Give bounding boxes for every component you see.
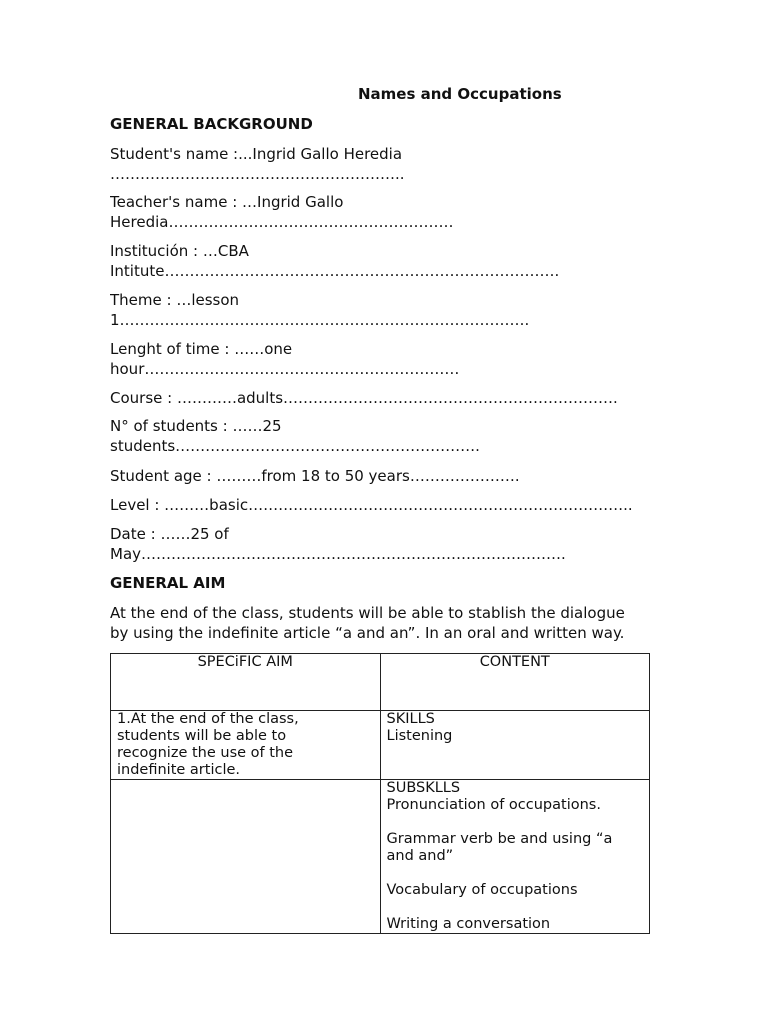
specific-aim-cell <box>111 780 381 934</box>
theme-field <box>110 290 655 330</box>
table-row <box>111 711 650 780</box>
content-cell <box>380 711 650 780</box>
teacher-name-field <box>110 192 655 232</box>
institution-field <box>110 241 655 281</box>
general-aim-heading: GENERAL AIM <box>110 574 226 592</box>
cell-line: indefinite article. <box>117 762 241 778</box>
cell-line: students will be able to <box>117 728 287 744</box>
blank-line <box>387 899 644 916</box>
cell-line: Grammar verb be and using “a <box>386 831 613 847</box>
document-title: Names and Occupations <box>358 85 562 103</box>
field-line: 1………………………………………………………………………. <box>110 311 530 329</box>
table-row <box>111 780 650 934</box>
cell-line: 1.At the end of the class, <box>117 711 299 727</box>
field-line: Level : ………basic………………………………………………………………….. <box>110 496 633 514</box>
field-line: Heredia………………………………………………… <box>110 213 454 231</box>
field-line: Lenght of time : ……one <box>110 340 293 358</box>
length-of-time-field <box>110 339 655 379</box>
cell-line: Vocabulary of occupations <box>386 882 578 898</box>
blank-line <box>387 814 644 831</box>
course-field <box>110 388 655 408</box>
level-field <box>110 495 655 515</box>
field-line: Student's name :...Ingrid Gallo Heredia <box>110 145 403 163</box>
field-line: N° of students : ……25 <box>110 417 282 435</box>
field-line: Institución : …CBA <box>110 242 249 260</box>
general-background-heading: GENERAL BACKGROUND <box>110 115 313 133</box>
student-name-field <box>110 144 655 184</box>
student-age-field <box>110 466 655 486</box>
aim-line: At the end of the class, students will be able to stablish the dialogue <box>110 604 625 622</box>
field-line: Student age : ………from 18 to 50 years…………………. <box>110 467 520 485</box>
content-cell <box>380 780 650 934</box>
specific-aim-header: SPECiFIC AIM <box>111 654 381 711</box>
cell-line: and and” <box>386 848 454 864</box>
cell-line: Writing a conversation <box>386 916 551 932</box>
field-line: Teacher's name : …Ingrid Gallo <box>110 193 344 211</box>
content-header: CONTENT <box>380 654 650 711</box>
field-line: Theme : …lesson <box>110 291 240 309</box>
cell-line: SUBSKLLS <box>386 780 461 796</box>
cell-line: recognize the use of the <box>117 745 294 761</box>
field-line: students……………………………………………………. <box>110 437 480 455</box>
field-line: May…………………………………………………………………………. <box>110 545 566 563</box>
field-line: Date : ……25 of <box>110 525 229 543</box>
field-line: hour……………………………………………………… <box>110 360 460 378</box>
table-header-row <box>111 654 650 711</box>
specific-aim-cell <box>111 711 381 780</box>
field-line: Course : …………adults…………………………………………………………. <box>110 389 618 407</box>
field-line: ………………………………………………….. <box>110 165 405 183</box>
cell-line: Listening <box>386 728 453 744</box>
number-of-students-field <box>110 416 655 456</box>
field-line: Intitute……………………………………………………………………. <box>110 262 560 280</box>
lesson-plan-table <box>110 653 650 934</box>
general-aim-text <box>110 603 655 643</box>
cell-line: SKILLS <box>386 711 435 727</box>
cell-line: Pronunciation of occupations. <box>386 797 601 813</box>
blank-line <box>387 865 644 882</box>
date-field <box>110 524 655 564</box>
aim-line: by using the indefinite article “a and an”. In an oral and written way. <box>110 624 625 642</box>
